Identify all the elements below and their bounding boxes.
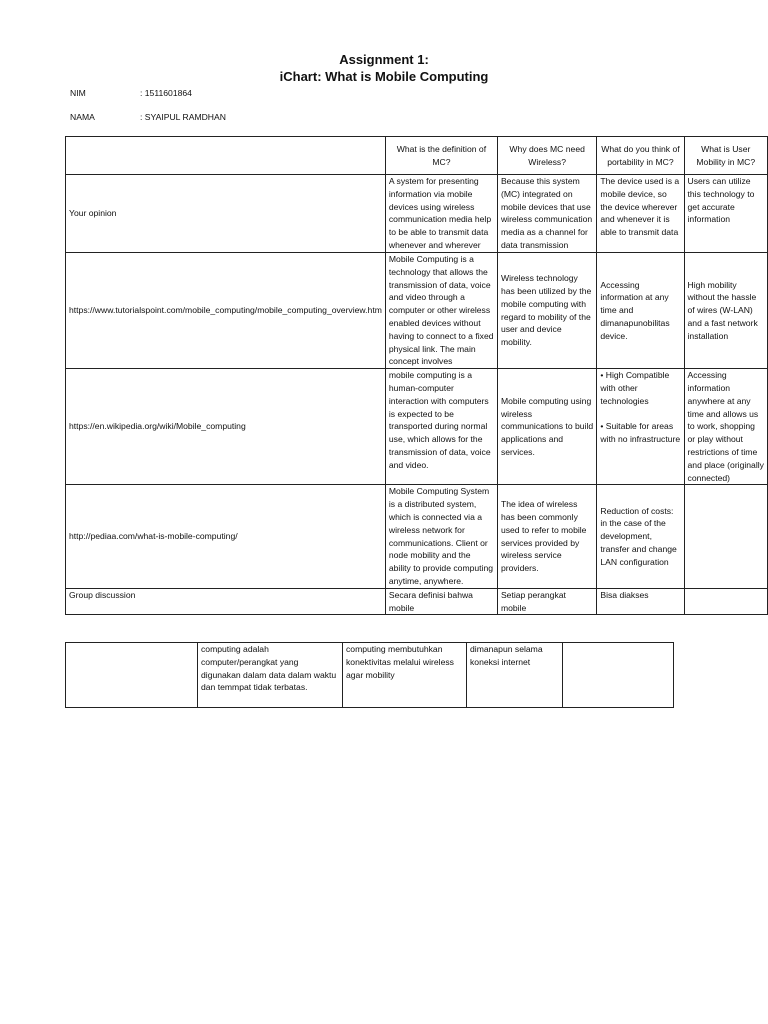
cell-wireless: computing membutuhkan konektivitas melalui wireless agar mobility (343, 643, 467, 708)
cell-portability: Reduction of costs: in the case of the development, transfer and change LAN configuration (597, 485, 684, 588)
cell-definition: A system for presenting information via mobile devices using wireless communication media help to be able to transmit data whenever and wherever (385, 175, 497, 253)
cell-portability: The device used is a mobile device, so the device wherever and whenever it is able to transmit data (597, 175, 684, 253)
header-definition: What is the definition of MC? (385, 137, 497, 175)
table-row (66, 253, 768, 369)
cell-wireless: Because this system (MC) integrated on mobile devices that use wireless communication media as a channel for data transmission (497, 175, 596, 253)
cell-user-mobility: High mobility without the hassle of wires (W-LAN) and a fast network installation (684, 253, 767, 369)
cell-definition: Mobile Computing System is a distributed system, which is connected via a wireless network for communications. Client or node mobility and the ability to provide computing anytime, anywhere. (385, 485, 497, 588)
row-label: http://pediaa.com/what-is-mobile-computing/ (66, 485, 386, 588)
table-row (66, 588, 768, 615)
cell-user-mobility (684, 588, 767, 615)
cell-user-mobility: Users can utilize this technology to get accurate information (684, 175, 767, 253)
row-label: https://en.wikipedia.org/wiki/Mobile_computing (66, 369, 386, 485)
table-header-row (66, 137, 768, 175)
cell-wireless: Mobile computing using wireless communications to build applications and services. (497, 369, 596, 485)
row-label: Group discussion (66, 588, 386, 615)
cell-portability: dimanapun selama koneksi internet (467, 643, 563, 708)
continuation-table (65, 642, 674, 708)
cell-wireless: Setiap perangkat mobile (497, 588, 596, 615)
cell-definition: computing adalah computer/perangkat yang digunakan dalam data dalam waktu dan temmpat tidak terbatas. (198, 643, 343, 708)
table-row (66, 175, 768, 253)
nama-value: : SYAIPUL RAMDHAN (140, 112, 226, 122)
table-row (66, 485, 768, 588)
header-wireless: Why does MC need Wireless? (497, 137, 596, 175)
cell-user-mobility (563, 643, 674, 708)
cell-wireless: The idea of wireless has been commonly used to refer to mobile services provided by wireless service providers. (497, 485, 596, 588)
document-title: Assignment 1: (339, 52, 429, 67)
cell-portability: • High Compatible with other technologies • Suitable for areas with no infrastructure (597, 369, 684, 485)
cell-user-mobility: Accessing information anywhere at any time and allows us to work, shopping or play without restrictions of time and place (originally connected) (684, 369, 767, 485)
table-row (66, 369, 768, 485)
header-portability: What do you think of portability in MC? (597, 137, 684, 175)
cell-user-mobility (684, 485, 767, 588)
cell-definition: Mobile Computing is a technology that allows the transmission of data, voice and video through a computer or other wireless enabled devices without having to connect to a fixed physical link. The main concept involves (385, 253, 497, 369)
table-row (66, 643, 674, 708)
row-label (66, 643, 198, 708)
cell-definition: mobile computing is a human-computer interaction with computers is expected to be transported during normal use, which allows for the transmission of data, voice and video. (385, 369, 497, 485)
cell-wireless: Wireless technology has been utilized by the mobile computing with regard to mobility of the user and device mobility. (497, 253, 596, 369)
document-subtitle: iChart: What is Mobile Computing (279, 69, 489, 84)
cell-portability: Accessing information at any time and dimanapunobilitas device. (597, 253, 684, 369)
assignment-table (65, 136, 768, 615)
nim-value: : 1511601864 (140, 88, 192, 98)
cell-portability: Bisa diakses (597, 588, 684, 615)
nama-label: NAMA (70, 112, 95, 122)
cell-definition: Secara definisi bahwa mobile (385, 588, 497, 615)
row-label: https://www.tutorialspoint.com/mobile_computing/mobile_computing_overview.htm (66, 253, 386, 369)
nim-label: NIM (70, 88, 86, 98)
header-user-mobility: What is User Mobility in MC? (684, 137, 767, 175)
row-label: Your opinion (66, 175, 386, 253)
header-empty (66, 137, 386, 175)
